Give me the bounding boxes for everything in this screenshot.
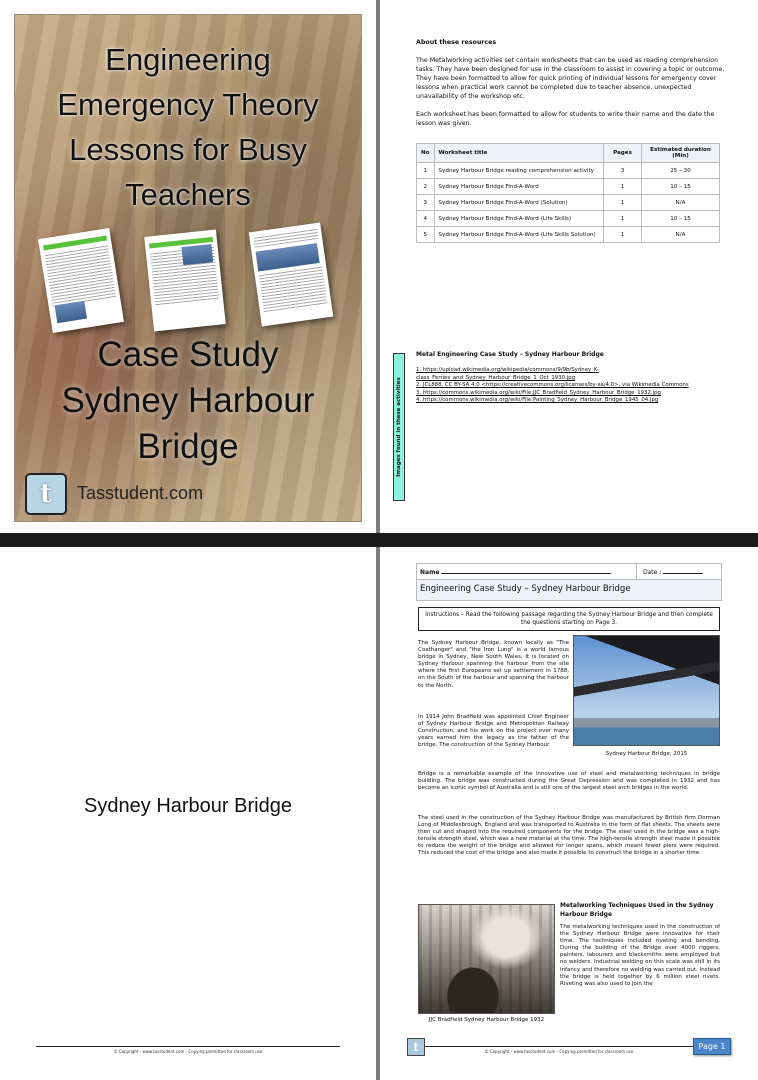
worksheet-header (416, 563, 722, 601)
tasstudent-logo-icon: t (25, 473, 67, 515)
cover-title: Engineering Emergency Theory Lessons for Busy Teachers (57, 42, 319, 212)
table-row: 3 Sydney Harbour Bridge Find-A-Word (Solution) 1 N/A (417, 195, 720, 211)
reference-link[interactable]: 1. https://upload.wikimedia.org/wikipedia/commons/9/9b/Sydney_K-class_Ferries_and_Sydney_Harbour_Bridge_1_Oct_1930.jpg (416, 367, 599, 381)
images-side-label: Images found in these activities (393, 353, 405, 501)
page-separator (0, 533, 758, 547)
worksheet-thumbnail (38, 228, 124, 333)
photo-caption: Sydney Harbour Bridge, 2015 (605, 751, 688, 757)
table-row: 5 Sydney Harbour Bridge Find-A-Word (Life Skills Solution) 1 N/A (417, 227, 720, 243)
footer-rule (425, 1046, 693, 1047)
instructions-box: Instructions – Read the following passage regarding the Sydney Harbour Bridge and then complete the questions starting on Page 3. (418, 607, 720, 631)
section-subheading: Metalworking Techniques Used in the Sydney Harbour Bridge (560, 902, 714, 918)
passage-paragraph: The steel used in the construction of the Sydney Harbour Bridge was manufactured by British firm Dorman Long of Middlesbrough, England and was transported to Australia in the form of flat sheets. The sheets were then cut and shaped into the required components for the bridge. The steel used in the bridge was a high-tensile strength steel, which was a new material at the time. The high-tensile strength steel made it possible to reduce the weight of the bridge and allowed for longer spans, which meant fewer piers were required. This reduced the cost of the bridge and also made it possible to construct the bridge in a shorter time. (418, 815, 720, 857)
footer-copyright: © Copyright - www.tasstudent.com - Copying permitted for classroom use (113, 1049, 263, 1054)
sydney-harbour-bridge-photo (573, 635, 720, 746)
refs-heading: Metal Engineering Case Study – Sydney Harbour Bridge (416, 351, 604, 358)
reference-link[interactable]: 4. https://commons.wikimedia.org/wiki/File:Painting_Sydney_Harbour_Bridge_1945_04.jpg (416, 397, 659, 404)
worksheet-thumbnail (249, 222, 334, 326)
reference-text: 2. JCL888, CC BY-SA 4.0 <https://creativecommons.org/licenses/by-sa/4.0>, via Wikimedia Commons (416, 382, 689, 389)
about-paragraph: The Metalworking activities set contain worksheets that can be used as reading comprehension tasks. They have been designed for use in the classroom to assist in covering a topic or outcome. They have been formatted to allow for quick printing of individual lessons for emergency cover lessons when practical work cannot be completed due to teacher absence, unexpected unavailability of the workshop etc. (416, 57, 725, 100)
table-header-row: No Worksheet title Pages Estimated duration (Min) (417, 144, 720, 163)
cover-subtitle: Case Study Sydney Harbour Bridge (61, 335, 315, 466)
photo-caption: JJC Bradfield Sydney Harbour Bridge 1932 (428, 1017, 545, 1023)
footer-copyright: © Copyright - www.tasstudent.com - Copying permitted for classroom use (484, 1049, 634, 1054)
worksheet-page (380, 547, 758, 1080)
about-paragraph: Each worksheet has been formatted to allow for students to write their name and the date the lesson was given. (416, 111, 715, 127)
about-page (380, 0, 758, 533)
passage-paragraph: In 1914 John Bradfield was appointed Chief Engineer of Sydney Harbour Bridge and Metropolitan Railway Construction, and his work on the project over many years earned him the legacy as the father of the bridge. The construction of the Sydney Harbour (418, 714, 569, 749)
tasstudent-logo-icon: t (407, 1038, 425, 1056)
passage-paragraph: Bridge is a remarkable example of the innovative use of steel and metalworking techniques in bridge building. The bridge was constructed during the Great Depression and was completed in 1932 and has become an iconic symbol of Australia and is still one of the largest steel arch bridges in the world. (418, 771, 720, 792)
brand-name: Tasstudent.com (77, 483, 204, 503)
footer-rule (36, 1046, 340, 1047)
bradfield-photo (418, 904, 555, 1014)
table-row: 2 Sydney Harbour Bridge Find-A-Word 1 10 – 15 (417, 179, 720, 195)
table-row: 1 Sydney Harbour Bridge reading comprehension activity 3 25 – 30 (417, 163, 720, 179)
about-heading: About these resources (416, 39, 497, 46)
name-field[interactable]: Name (417, 564, 637, 579)
date-field[interactable]: Date : (637, 564, 721, 579)
reference-link[interactable]: 3. https://commons.wikimedia.org/wiki/File:JJC_Bradfield_Sydney_Harbour_Bridge_1932.jpg (416, 389, 661, 396)
worksheet-thumbnail (144, 229, 226, 331)
passage-paragraph: The Sydney Harbour Bridge, known locally as "The Coathanger" and "the Iron Lung" is a world famous bridge in Sydney, New South Wales. It is located on Sydney Harbour spanning the harbour from the site where the first Europeans set up settlement in 1788, on the South of the harbour and spanning the harbour to the North. (418, 640, 569, 689)
image-references (416, 351, 746, 404)
worksheet-title: Engineering Case Study – Sydney Harbour Bridge (417, 580, 721, 600)
cover-background (14, 14, 362, 522)
cover-page (0, 0, 376, 533)
worksheet-table (416, 143, 720, 243)
page-number-button[interactable]: Page 1 (693, 1038, 731, 1055)
table-row: 4 Sydney Harbour Bridge Find-A-Word (Life Skills) 1 10 – 15 (417, 211, 720, 227)
section-page (0, 547, 376, 1080)
passage-paragraph: The metalworking techniques used in the construction of the Sydney Harbour Bridge were innovative for their time. The techniques included riveting and bending. During the building of the Bridge over 4000 riggers, painters, labourers and blacksmiths were employed but no welders. Industrial welding on this scale was still in its infancy and therefore no welding was carried out. Instead the bridge is held together by 6 million steel rivets. Riveting was also used to join the (560, 924, 720, 987)
section-title: Sydney Harbour Bridge (84, 795, 292, 817)
